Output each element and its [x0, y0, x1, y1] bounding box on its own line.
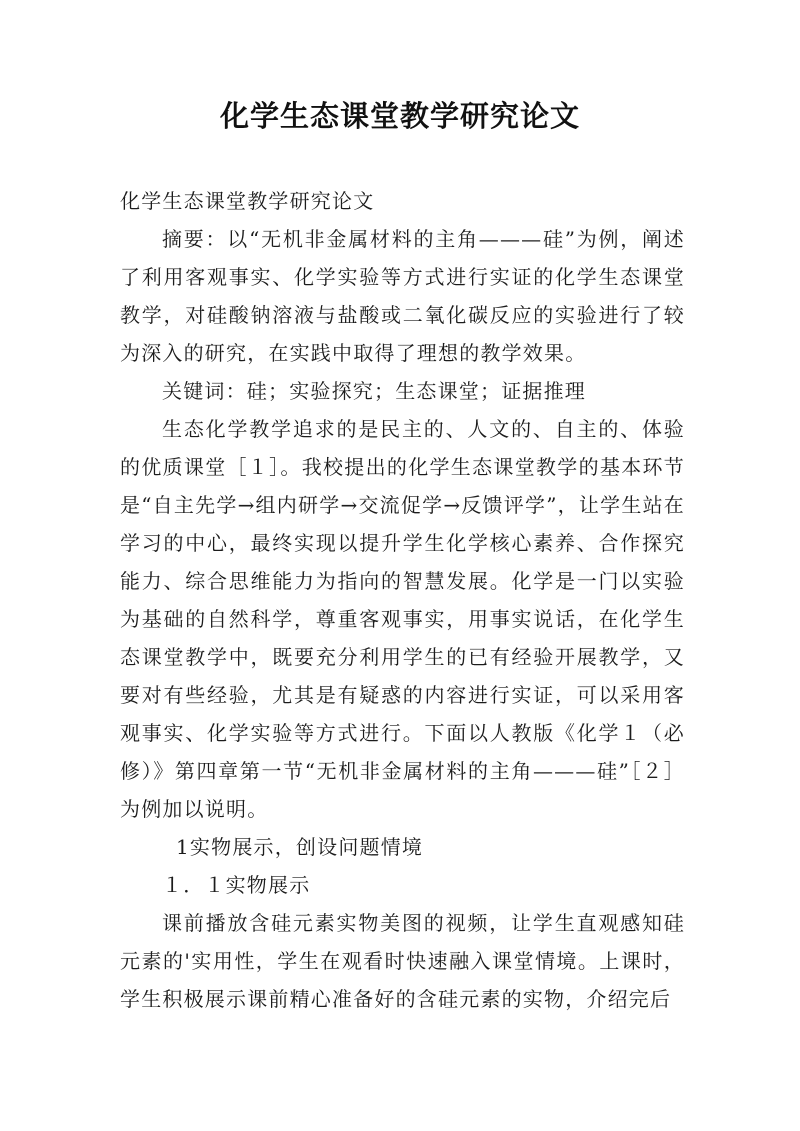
- section-heading: 1实物展示，创设问题情境: [176, 835, 424, 859]
- body-paragraph: 生态化学教学追求的是民主的、人文的、自主的、体验的优质课堂［１］。我校提出的化学生态课堂教学的基本环节是“自主先学→组内研学→交流促学→反馈评学”，让学生站在学习的中心，最终实现以提升学生化学核心素养、合作探究能力、综合思维能力为指向的智慧发展。化学是一门以实验为基础的自然科学，尊重客观事实，用事实说话，在化学生态课堂教学中，既要充分利用学生的已有经验开展教学，又要对有些经验，尤其是有疑惑的内容进行实证，可以采用客观事实、化学实验等方式进行。下面以人教版《化学１（必修）》第四章第一节“无机非金属材料的主角———硅”［２］为例加以说明。: [120, 417, 685, 821]
- document-title: 化学生态课堂教学研究论文: [219, 99, 580, 133]
- keywords-paragraph: 关键词：硅；实验探究；生态课堂；证据推理: [162, 379, 586, 403]
- document-body: [120, 182, 685, 1018]
- abstract-paragraph: 摘要：以“无机非金属材料的主角———硅”为例，阐述了利用客观事实、化学实验等方式进行实证的化学生态课堂教学，对硅酸钠溶液与盐酸或二氧化碳反应的实验进行了较为深入的研究，在实践中取得了理想的教学效果。: [120, 227, 685, 365]
- subtitle-paragraph: 化学生态课堂教学研究论文: [120, 189, 375, 213]
- subsection-heading: １．１实物展示: [162, 873, 311, 897]
- body-paragraph: 课前播放含硅元素实物美图的视频，让学生直观感知硅元素的'实用性，学生在观看时快速融入课堂情境。上课时，学生积极展示课前精心准备好的含硅元素的实物，介绍完后: [120, 911, 685, 1011]
